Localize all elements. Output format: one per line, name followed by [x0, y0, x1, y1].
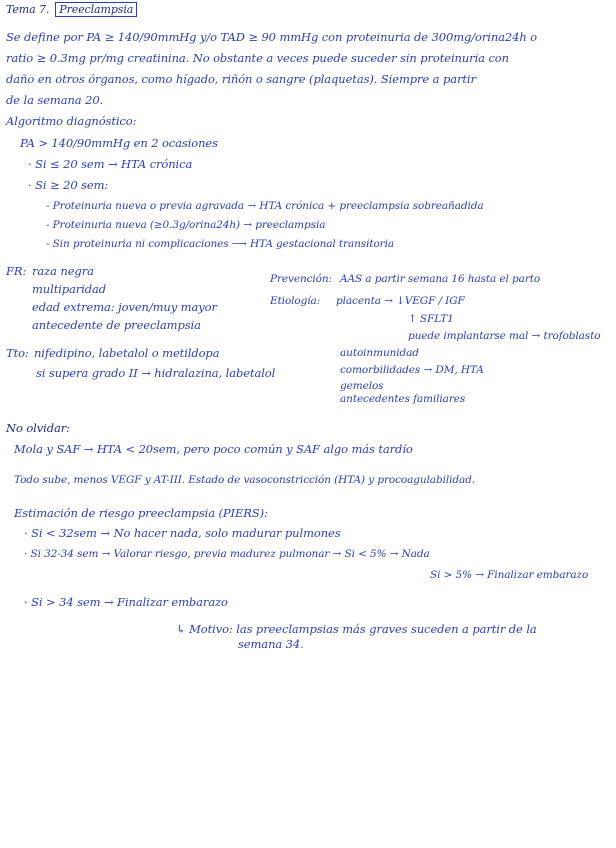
- etiologia-label: Etiología:: [270, 295, 321, 307]
- intro-line-3: daño en otros órganos, como hígado, riñón o sangre (plaquetas). Siempre a partir: [6, 72, 476, 86]
- algoritmo-line: - Proteinuria nueva (≥0.3g/orina24h) → preeclampsia: [46, 219, 326, 231]
- algoritmo-line: · Si ≤ 20 sem → HTA crónica: [28, 157, 193, 171]
- prevencion-label: Prevención:: [270, 273, 332, 285]
- algoritmo-line: - Sin proteinuria ni complicaciones ⟶ HTA gestacional transitoria: [46, 238, 395, 250]
- etiologia-item: ↑ SFLT1: [408, 313, 454, 325]
- algoritmo-line: · Si ≥ 20 sem:: [28, 178, 109, 192]
- piers-line: Si > 5% → Finalizar embarazo: [430, 569, 589, 581]
- algoritmo-title: Algoritmo diagnóstico:: [6, 114, 137, 128]
- fr-label: FR:: [6, 264, 27, 278]
- piers-line: · Si 32-34 sem → Valorar riesgo, previa madurez pulmonar → Si < 5% → Nada: [24, 548, 430, 560]
- fr-item: antecedente de preeclampsia: [32, 318, 201, 332]
- etiologia-extra: autoinmunidad: [340, 347, 419, 359]
- algoritmo-line: PA > 140/90mmHg en 2 ocasiones: [20, 136, 218, 150]
- tto-label: Tto:: [6, 346, 29, 360]
- tema-label: Tema 7.: [6, 3, 50, 16]
- intro-line-2: ratio ≥ 0.3mg pr/mg creatinina. No obstante a veces puede suceder sin proteinuria con: [6, 51, 509, 65]
- piers-line: · Si < 32sem → No hacer nada, solo madurar pulmones: [24, 526, 341, 540]
- piers-line: · Si > 34 sem → Finalizar embarazo: [24, 595, 228, 609]
- etiologia-extra: comorbilidades → DM, HTA: [340, 364, 484, 376]
- topic-title: Preeclampsia: [55, 2, 137, 17]
- etiologia-extra: gemelos: [340, 380, 384, 392]
- algoritmo-line: - Proteinuria nueva o previa agravada → HTA crónica + preeclampsia sobreañadida: [46, 200, 484, 212]
- intro-line-1: Se define por PA ≥ 140/90mmHg y/o TAD ≥ 90 mmHg con proteinuria de 300mg/orina24h o: [6, 30, 538, 44]
- tto-sub: si supera grado II → hidralazina, labetalol: [36, 366, 276, 380]
- piers-title: Estimación de riesgo preeclampsia (PIERS):: [14, 506, 268, 520]
- fr-item: edad extrema: joven/muy mayor: [32, 300, 217, 314]
- intro-line-4: de la semana 20.: [6, 93, 104, 107]
- no-olvidar-line: Todo sube, menos VEGF y AT-III. Estado de vasoconstricción (HTA) y procoagulabilidad.: [14, 474, 475, 486]
- prevencion-text: AAS a partir semana 16 hasta el parto: [340, 273, 541, 285]
- piers-motivo: ↳ Motivo: las preeclampsias más graves suceden a partir de la: [176, 622, 537, 636]
- etiologia-item: puede implantarse mal → trofoblasto: [408, 330, 601, 342]
- no-olvidar-title: No olvidar:: [6, 421, 70, 435]
- fr-item: multiparidad: [32, 282, 107, 296]
- etiologia-item: placenta → ↓VEGF / IGF: [336, 295, 465, 307]
- no-olvidar-line: Mola y SAF → HTA < 20sem, pero poco común y SAF algo más tardío: [14, 442, 413, 456]
- fr-item: raza negra: [32, 264, 94, 278]
- etiologia-extra: antecedentes familiares: [340, 393, 466, 405]
- tto-text: nifedipino, labetalol o metildopa: [34, 346, 220, 360]
- piers-motivo-cont: semana 34.: [238, 637, 304, 651]
- header: [6, 3, 137, 17]
